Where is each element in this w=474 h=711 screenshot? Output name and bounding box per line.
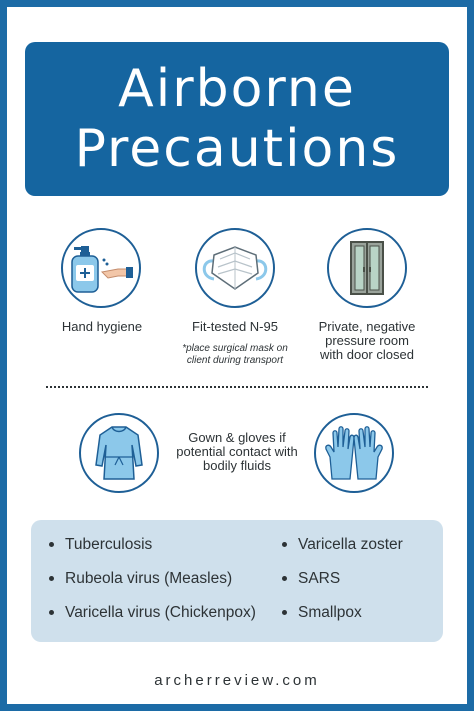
list-item: SARS (282, 570, 403, 604)
n95-label: Fit-tested N-95 (192, 319, 278, 334)
title-banner (25, 42, 449, 196)
gown-icon (79, 413, 159, 493)
disease-list (31, 520, 443, 642)
title-line-2: Precautions (74, 119, 400, 179)
n95-mask-icon (195, 228, 275, 308)
hand-hygiene-label: Hand hygiene (61, 319, 143, 334)
disease-list-left (49, 536, 256, 638)
hand-sanitizer-icon (61, 228, 141, 308)
list-item: Varicella zoster (282, 536, 403, 570)
disease-list-right (282, 536, 403, 638)
surgical-mask-note: *place surgical mask on client during transport (182, 343, 288, 366)
list-item: Smallpox (282, 604, 403, 638)
door-icon (327, 228, 407, 308)
negative-pressure-room-label: Private, negative pressure room with door closed (318, 319, 416, 362)
title-line-1: Airborne (118, 59, 356, 119)
section-divider (46, 386, 428, 388)
footer-url[interactable]: archerreview.com (154, 672, 320, 689)
gloves-icon (314, 413, 394, 493)
list-item: Rubeola virus (Measles) (49, 570, 256, 604)
list-item: Tuberculosis (49, 536, 256, 570)
list-item: Varicella virus (Chickenpox) (49, 604, 256, 638)
gown-gloves-label: Gown & gloves if potential contact with bodily fluids (176, 430, 298, 473)
